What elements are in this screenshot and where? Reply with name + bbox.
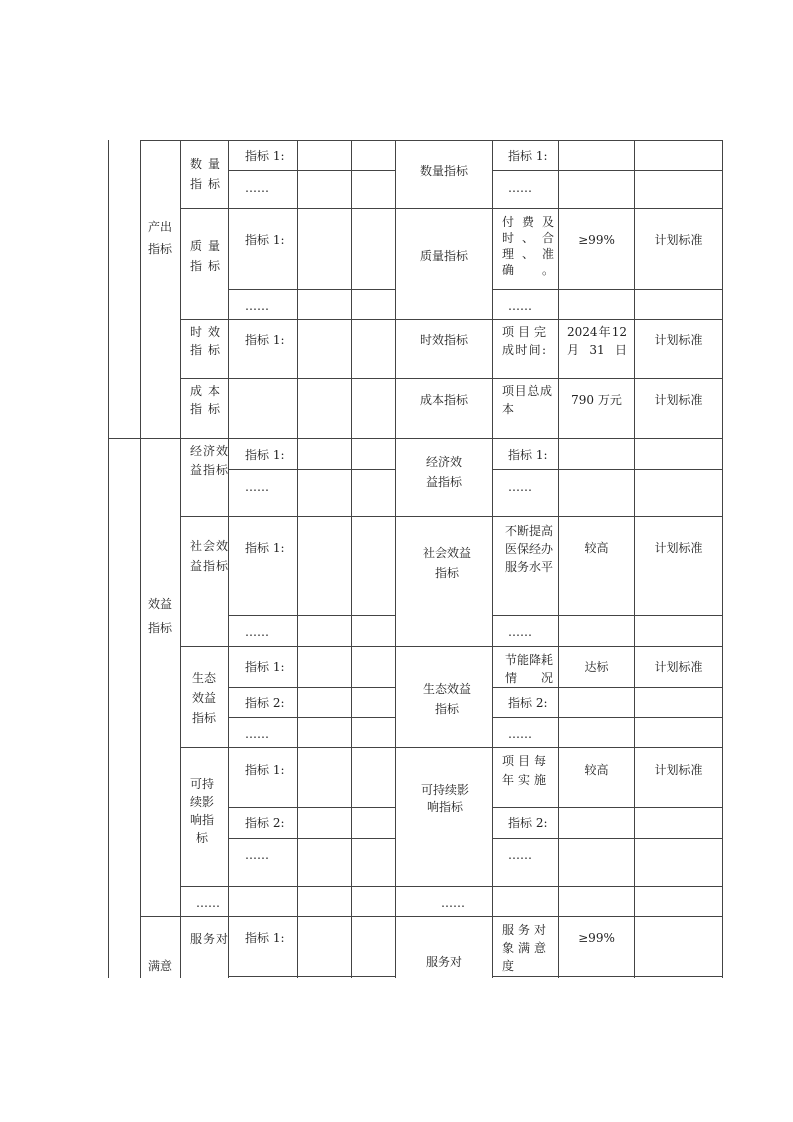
- standard-cell: 计划标准: [654, 393, 703, 407]
- column-divider-c: [228, 140, 229, 978]
- standard-cell: 计划标准: [654, 660, 703, 674]
- subcategory-quality: 质量指标: [190, 239, 220, 273]
- indicator-detail: 项目每年实施: [502, 754, 546, 787]
- indicator-cell: 指标 2:: [508, 696, 548, 710]
- top-border: [140, 140, 723, 141]
- row-line: [492, 289, 723, 290]
- standard-cell: 计划标准: [654, 333, 703, 347]
- target-value: 790 万元: [571, 393, 622, 407]
- indicator-detail: 项目总成本: [502, 384, 552, 416]
- indicator-detail: 付费及时、合理、准确。: [502, 215, 554, 277]
- standard-cell: 计划标准: [654, 763, 703, 777]
- row-line: [228, 170, 395, 171]
- row-line: [492, 976, 723, 977]
- subcategory-timeliness: 时效指标: [190, 325, 220, 357]
- subcategory-sustainability: 可持续影响指标: [190, 777, 215, 845]
- center-indicator-name: 经济效益指标: [425, 455, 462, 489]
- indicator-cell: 指标 2:: [245, 696, 285, 710]
- indicator-cell: 指标 2:: [508, 816, 548, 830]
- section-divider: [140, 916, 723, 917]
- row-line: [228, 469, 395, 470]
- column-divider-e: [351, 140, 352, 978]
- column-divider-b: [180, 140, 181, 978]
- ellipsis-cell: ……: [508, 625, 532, 639]
- row-line: [180, 319, 723, 320]
- target-value: 较高: [584, 541, 609, 555]
- indicator-cell: 指标 1:: [245, 763, 285, 777]
- subcategory-ecological: 生态效益指标: [191, 671, 216, 725]
- indicator-detail: 服务对象满意度: [502, 923, 546, 973]
- center-indicator-name: 质量指标: [419, 249, 468, 263]
- ellipsis-cell: ……: [508, 299, 532, 313]
- ellipsis-cell: ……: [245, 181, 269, 195]
- target-value: 达标: [584, 660, 609, 674]
- category-benefit: 效益指标: [147, 597, 172, 635]
- row-line: [228, 717, 395, 718]
- category-output: 产出指标: [147, 220, 172, 256]
- subcategory-social: 社会效益指标: [190, 539, 228, 573]
- indicator-cell: 指标 1:: [245, 149, 285, 163]
- row-line: [492, 838, 723, 839]
- ellipsis-cell: ……: [508, 727, 532, 741]
- row-line: [492, 687, 723, 688]
- target-value: ≥99%: [578, 931, 615, 945]
- row-line: [228, 838, 395, 839]
- indicator-detail: 节能降耗情况: [505, 653, 554, 685]
- row-line: [492, 469, 723, 470]
- ellipsis-cell: ……: [245, 727, 269, 741]
- target-value: ≥99%: [578, 233, 615, 247]
- indicator-cell: 指标 1:: [245, 233, 285, 247]
- outer-right-border: [722, 140, 723, 978]
- ellipsis-cell: ……: [508, 848, 532, 862]
- ellipsis-cell: ……: [508, 480, 532, 494]
- center-indicator-name: 数量指标: [419, 164, 468, 178]
- indicator-cell: 指标 1:: [245, 541, 285, 555]
- ellipsis-cell: ……: [441, 896, 465, 910]
- row-line: [228, 807, 395, 808]
- ellipsis-cell: ……: [245, 848, 269, 862]
- subcategory-quantity: 数量指标: [190, 157, 220, 191]
- subcategory-economic: 经济效益指标: [190, 444, 228, 477]
- indicator-cell: 指标 1:: [245, 931, 285, 945]
- indicator-cell: 指标 1:: [508, 149, 548, 163]
- center-indicator-name: 时效指标: [419, 333, 468, 347]
- center-indicator-name: 服务对: [425, 955, 462, 969]
- ellipsis-cell: ……: [245, 480, 269, 494]
- indicator-cell: 指标 1:: [245, 333, 285, 347]
- row-line: [228, 615, 395, 616]
- center-indicator-name: 社会效益指标: [422, 546, 471, 580]
- row-line: [228, 976, 395, 977]
- row-line: [180, 378, 723, 379]
- column-divider-f: [395, 140, 396, 978]
- standard-cell: 计划标准: [654, 541, 703, 555]
- column-divider-a: [140, 140, 141, 978]
- column-divider-d: [297, 140, 298, 978]
- row-line: [492, 717, 723, 718]
- subcategory-cost: 成本指标: [190, 384, 220, 416]
- row-line: [180, 516, 723, 517]
- subcategory-service: 服务对: [190, 932, 228, 946]
- row-line: [180, 208, 723, 209]
- section-divider: [108, 438, 723, 439]
- center-indicator-name: 可持续影响指标: [420, 783, 469, 814]
- standard-cell: 计划标准: [654, 233, 703, 247]
- center-indicator-name: 生态效益指标: [422, 682, 471, 716]
- ellipsis-cell: ……: [245, 299, 269, 313]
- row-line: [180, 747, 723, 748]
- row-line: [492, 807, 723, 808]
- column-divider-i: [634, 140, 635, 978]
- row-line: [492, 615, 723, 616]
- row-line: [228, 687, 395, 688]
- indicator-cell: 指标 1:: [508, 448, 548, 462]
- target-value: 较高: [584, 763, 609, 777]
- category-satisfaction: 满意: [148, 959, 173, 973]
- indicator-cell: 指标 1:: [245, 448, 285, 462]
- outer-left-border: [108, 140, 109, 978]
- target-value: 2024年12月31日: [567, 325, 627, 357]
- column-divider-h: [558, 140, 559, 978]
- row-line: [492, 170, 723, 171]
- indicator-detail: 项目完成时间:: [502, 325, 546, 357]
- ellipsis-cell: ……: [245, 625, 269, 639]
- ellipsis-cell: ……: [508, 181, 532, 195]
- indicator-detail: 不断提高医保经办服务水平: [505, 524, 554, 574]
- row-line: [180, 646, 723, 647]
- indicator-cell: 指标 2:: [245, 816, 285, 830]
- column-divider-g: [492, 140, 493, 978]
- center-indicator-name: 成本指标: [419, 393, 468, 407]
- row-line: [180, 886, 723, 887]
- ellipsis-cell: ……: [196, 896, 220, 910]
- indicator-cell: 指标 1:: [245, 660, 285, 674]
- row-line: [228, 289, 395, 290]
